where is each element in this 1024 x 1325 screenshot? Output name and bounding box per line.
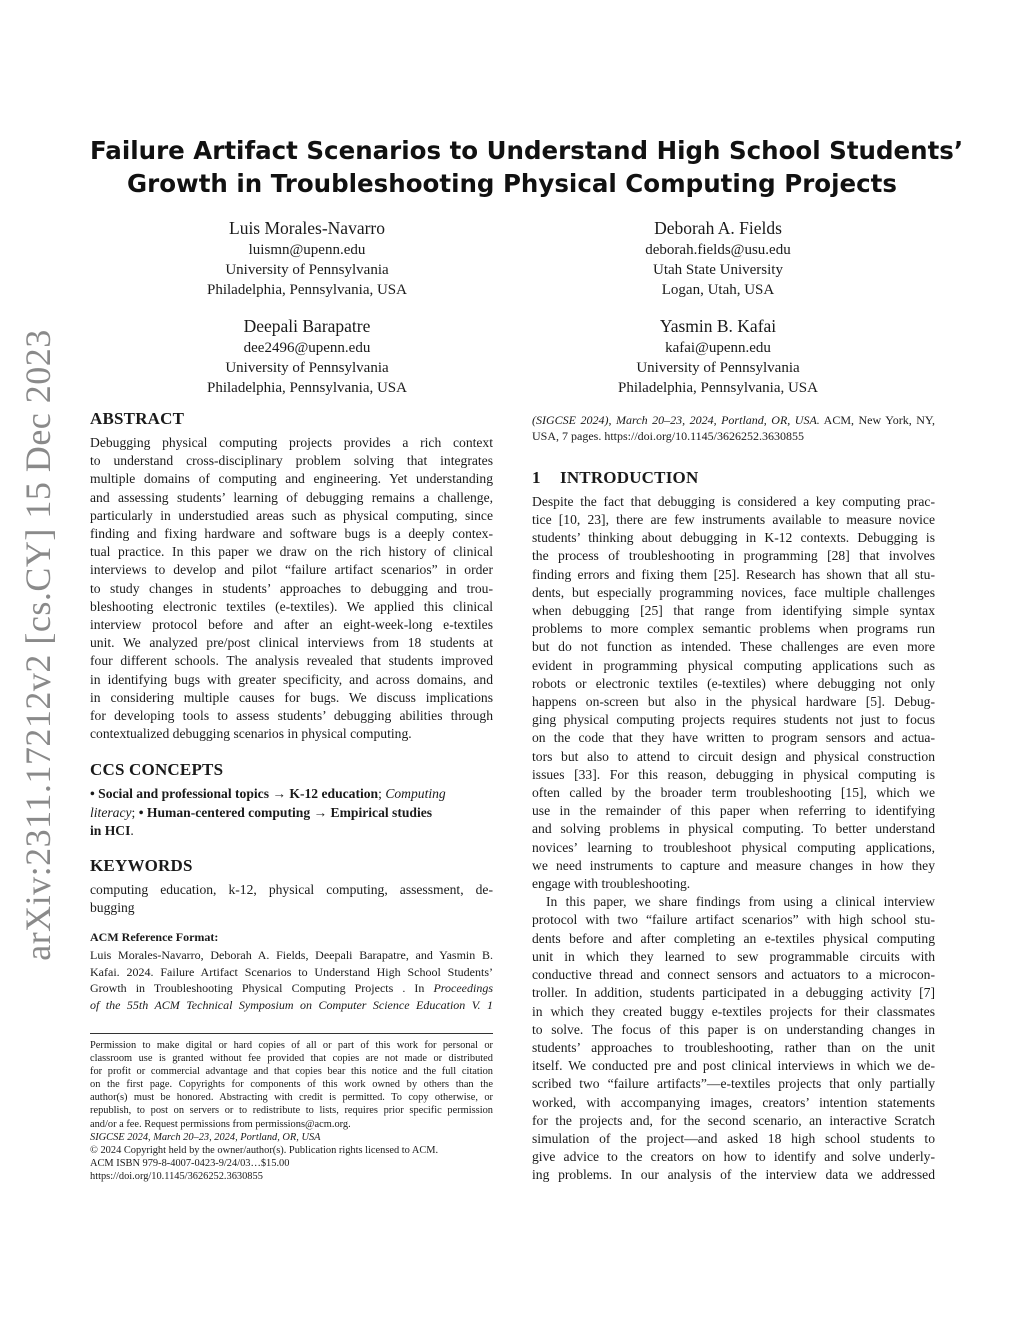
acm-reference-continued	[532, 412, 935, 445]
text-line: troller. In addition, students participated in a debugging activity [7]	[532, 985, 935, 1001]
text-line: scribed two “failure artifacts”—e-textiles projects that only partially	[532, 1076, 935, 1092]
text-line: ging physical computing projects requires students not just to focus	[532, 712, 935, 728]
text-line: USA, 7 pages. https://doi.org/10.1145/3626252.3630855	[532, 429, 805, 444]
author-affiliation: Utah State University	[653, 262, 783, 278]
ccs-term: • Human-centered computing → Empirical studies	[138, 804, 433, 820]
author-location: Philadelphia, Pennsylvania, USA	[618, 380, 818, 396]
text-line: engage with troubleshooting.	[532, 876, 691, 892]
intro-paragraph-2	[532, 893, 935, 1184]
abstract-heading: ABSTRACT	[90, 409, 185, 428]
text-line: four different schools. The analysis revealed that students improved	[90, 653, 493, 669]
text-line: Kafai. 2024. Failure Artifact Scenarios to Understand High School Students’	[90, 964, 493, 979]
text-line: unit. We analyzed pre/post clinical interviews from 18 students at	[90, 635, 493, 651]
text-line: classroom use is granted without fee provided that copies are not made or distributed	[90, 1053, 493, 1065]
ccs-sep: ;	[378, 786, 386, 802]
keywords-heading: KEYWORDS	[90, 856, 193, 876]
text-line: tual practice. In this paper we draw on the rich history of clinical	[90, 544, 493, 560]
text-line: evident in programming physical computing applications such as	[532, 657, 935, 673]
author-affiliation: University of Pennsylvania	[225, 262, 389, 278]
text-line: ing problems. In our analysis of the interview data we addressed	[532, 1167, 935, 1183]
text-line: robots or electronic textiles (e-textiles) where debugging not only	[532, 675, 935, 691]
text-line	[90, 997, 493, 1013]
introduction-heading	[532, 467, 935, 489]
title-line: Growth in Troubleshooting Physical Computing Projects	[127, 169, 897, 198]
text-line: worked, with accompanying images, creators’ intention statements	[532, 1094, 935, 1110]
text-line: itself. We conducted pre and post clinical interviews in which we de-	[532, 1058, 935, 1074]
text-line	[532, 412, 935, 428]
text-line: particularly in understudied areas such as physical computing, since	[90, 507, 493, 523]
ref-part-italic: (SIGCSE 2024), March 20–23, 2024, Portland, OR, USA.	[532, 413, 820, 427]
text-line: Luis Morales-Navarro, Deborah A. Fields, Deepali Barapatre, and Yasmin B.	[90, 948, 493, 963]
text-line: for developing tools to assess students’ debugging abilities through	[90, 708, 493, 724]
text-line: Permission to make digital or hard copies of all or part of this work for personal or	[90, 1040, 493, 1051]
ccs-term-italic: Computing	[385, 786, 446, 802]
text-line: but do not function as intended. These challenges are even more	[532, 639, 935, 655]
paper-title	[90, 134, 964, 200]
ccs-term: in HCI	[90, 822, 131, 838]
ccs-body	[90, 785, 493, 840]
text-line	[90, 980, 493, 996]
author-email: luismn@upenn.edu	[248, 242, 366, 258]
abstract-body	[90, 434, 493, 743]
text-line: in which they created buggy e-textiles projects for their classmates	[532, 1003, 935, 1019]
ref-part-italic: Proceedings	[433, 981, 493, 996]
author-email: kafai@upenn.edu	[665, 340, 771, 356]
text-line: and solving problems in physical computing. To better understand	[532, 821, 935, 837]
author-block	[548, 216, 888, 300]
text-line: protocol with two “failure artifact scenarios” with high school stu-	[532, 912, 935, 928]
text-line: dents before and after completing an e-textiles physical computing	[532, 930, 935, 946]
author-email: deborah.fields@usu.edu	[645, 242, 791, 258]
text-line: happens on-screen but also in the physical hardware [5]. Debug-	[532, 694, 935, 710]
text-line: conductive thread and connect sensors and actuators to a microcon-	[532, 967, 935, 983]
text-line: finding errors and fixing them [25]. Research has shown that all stu-	[532, 566, 935, 582]
text-line: simulation of the project—and asked 18 high school students to	[532, 1130, 935, 1146]
text-line: interviews to develop and pilot “failure artifact scenarios” in order	[90, 562, 493, 578]
text-line: problems to more complex semantic problems when programs run	[532, 621, 935, 637]
text-line: contextualized debugging scenarios in physical computing.	[90, 726, 412, 742]
text-line: for profit or commercial advantage and that copies bear this notice and the full citation	[90, 1066, 493, 1078]
acm-reference-body	[90, 947, 493, 1013]
text-line: Despite the fact that debugging is considered a key computing prac-	[532, 493, 935, 509]
ref-part: Growth in Troubleshooting Physical Computing Projects . In	[90, 981, 434, 996]
author-block	[137, 216, 477, 300]
conference-line: SIGCSE 2024, March 20–23, 2024, Portland, OR, USA	[90, 1131, 321, 1143]
author-name: Yasmin B. Kafai	[659, 316, 777, 336]
text-line: on the code that they have written to program sensors and actua-	[532, 730, 935, 746]
text-line: to solve. The focus of this paper is on understanding changes in	[532, 1021, 935, 1037]
text-line: novices’ learning to troubleshoot physical computing applications,	[532, 839, 935, 855]
author-location: Philadelphia, Pennsylvania, USA	[207, 282, 407, 298]
author-block	[548, 314, 888, 398]
text-line: finding and fixing hardware and software bugs is a deeply contex-	[90, 526, 493, 542]
text-line: use in the remainder of this paper when referring to identifying	[532, 803, 935, 819]
text-line: to understand cross-disciplinary problem solving that integrates	[90, 453, 493, 469]
author-affiliation: University of Pennsylvania	[636, 360, 800, 376]
footnote-rule	[90, 1033, 493, 1034]
author-affiliation: University of Pennsylvania	[225, 360, 389, 376]
intro-paragraph-1	[532, 493, 935, 893]
text-line: dents, but especially programming novices, face multiple challenges	[532, 584, 935, 600]
author-email: dee2496@upenn.edu	[243, 340, 371, 356]
text-line	[90, 804, 493, 822]
text-line: on the first page. Copyrights for components of this work owned by others than the	[90, 1079, 493, 1091]
acm-reference-heading: ACM Reference Format:	[90, 930, 219, 945]
text-line: to study changes in students’ approaches to debugging and trou-	[90, 580, 493, 596]
text-line: computing education, k-12, physical computing, assessment, de-	[90, 882, 493, 898]
author-name: Deepali Barapatre	[243, 316, 371, 336]
ref-part: ACM, New York, NY,	[819, 413, 935, 427]
text-line: students’ thinking about debugging in K-12 contexts. Debugging is	[532, 530, 935, 546]
text-line	[90, 785, 493, 803]
text-line: tors but also to attend to circuit design and physical construction	[532, 748, 935, 764]
text-line: and/or a fee. Request permissions from permissions@acm.org.	[90, 1118, 351, 1130]
ccs-heading: CCS CONCEPTS	[90, 760, 224, 780]
author-name: Deborah A. Fields	[654, 218, 782, 238]
text-line: for the projects and, for the second scenario, an interactive Scratch	[532, 1112, 935, 1128]
section-number: 1	[532, 467, 541, 487]
title-line: Failure Artifact Scenarios to Understand High School Students’	[90, 136, 964, 165]
permissions-block	[90, 1039, 493, 1183]
text-line: author(s) must be honored. Abstracting with credit is permitted. To copy otherwise, or	[90, 1092, 493, 1104]
text-line: when debugging [25] that range from identifying simple syntax	[532, 603, 935, 619]
text-line: in identifying bugs with greater specificity, and across domains, and	[90, 671, 493, 687]
right-column	[532, 412, 935, 1185]
text-line	[90, 822, 493, 840]
text-line: give advice to the creators on how to identify and solve underly-	[532, 1149, 935, 1165]
text-line: unit in which they learned to sew programmable circuits with	[532, 948, 935, 964]
text-line: the process of troubleshooting in programming [28] that involves	[532, 548, 935, 564]
text-line: and assessing students’ learning of debugging remains a challenge,	[90, 489, 493, 505]
ccs-term: • Social and professional topics → K-12 education	[90, 786, 379, 802]
text-line: bugging	[90, 900, 135, 916]
copyright-line: © 2024 Copyright held by the owner/author(s). Publication rights licensed to ACM.	[90, 1144, 439, 1156]
ccs-sep: .	[130, 822, 134, 838]
keywords-body	[90, 881, 493, 917]
ccs-sep: ;	[131, 804, 139, 820]
left-column	[90, 408, 493, 1013]
text-line: students’ approaches to troubleshooting, rather than on the unit	[532, 1039, 935, 1055]
arxiv-stamp	[10, 329, 66, 961]
text-line: often called by the broader term troubleshooting [15], which we	[532, 785, 935, 801]
text-line: republish, to post on servers or to redistribute to lists, requires prior specific permission	[90, 1105, 493, 1117]
text-line: interview protocol before and after an eight-week-long e-textiles	[90, 617, 493, 633]
section-title: INTRODUCTION	[560, 467, 699, 487]
arxiv-id: arXiv:2311.17212v2 [cs.CY] 15 Dec 2023	[18, 329, 58, 961]
text-line: bleshooting electronic textiles (e-textiles). We applied this clinical	[90, 598, 493, 614]
author-location: Philadelphia, Pennsylvania, USA	[207, 380, 407, 396]
ref-part-italic: of the 55th ACM Technical Symposium on Computer Science Education V. 1	[90, 997, 493, 1012]
ccs-term-italic: literacy	[90, 804, 132, 820]
doi-link[interactable]: https://doi.org/10.1145/3626252.3630855	[90, 1170, 263, 1182]
text-line: In this paper, we share findings from using a clinical interview	[546, 894, 935, 910]
text-line: Debugging physical computing projects provides a rich context	[90, 435, 493, 450]
isbn-line: ACM ISBN 979-8-4007-0423-9/24/03…$15.00	[90, 1157, 290, 1169]
author-block	[137, 314, 477, 398]
text-line: in considering multiple causes for bugs. We discuss implications	[90, 689, 493, 705]
text-line: multiple domains of computing and engineering. Yet understanding	[90, 471, 493, 487]
text-line: tice [10, 23], there are few instruments available to measure novice	[532, 512, 935, 528]
author-name: Luis Morales-Navarro	[229, 218, 385, 238]
author-location: Logan, Utah, USA	[661, 282, 775, 298]
text-line: issues [33]. For this reason, debugging in physical computing is	[532, 766, 935, 782]
text-line: we need instruments to capture and measure changes in how they	[532, 857, 935, 873]
